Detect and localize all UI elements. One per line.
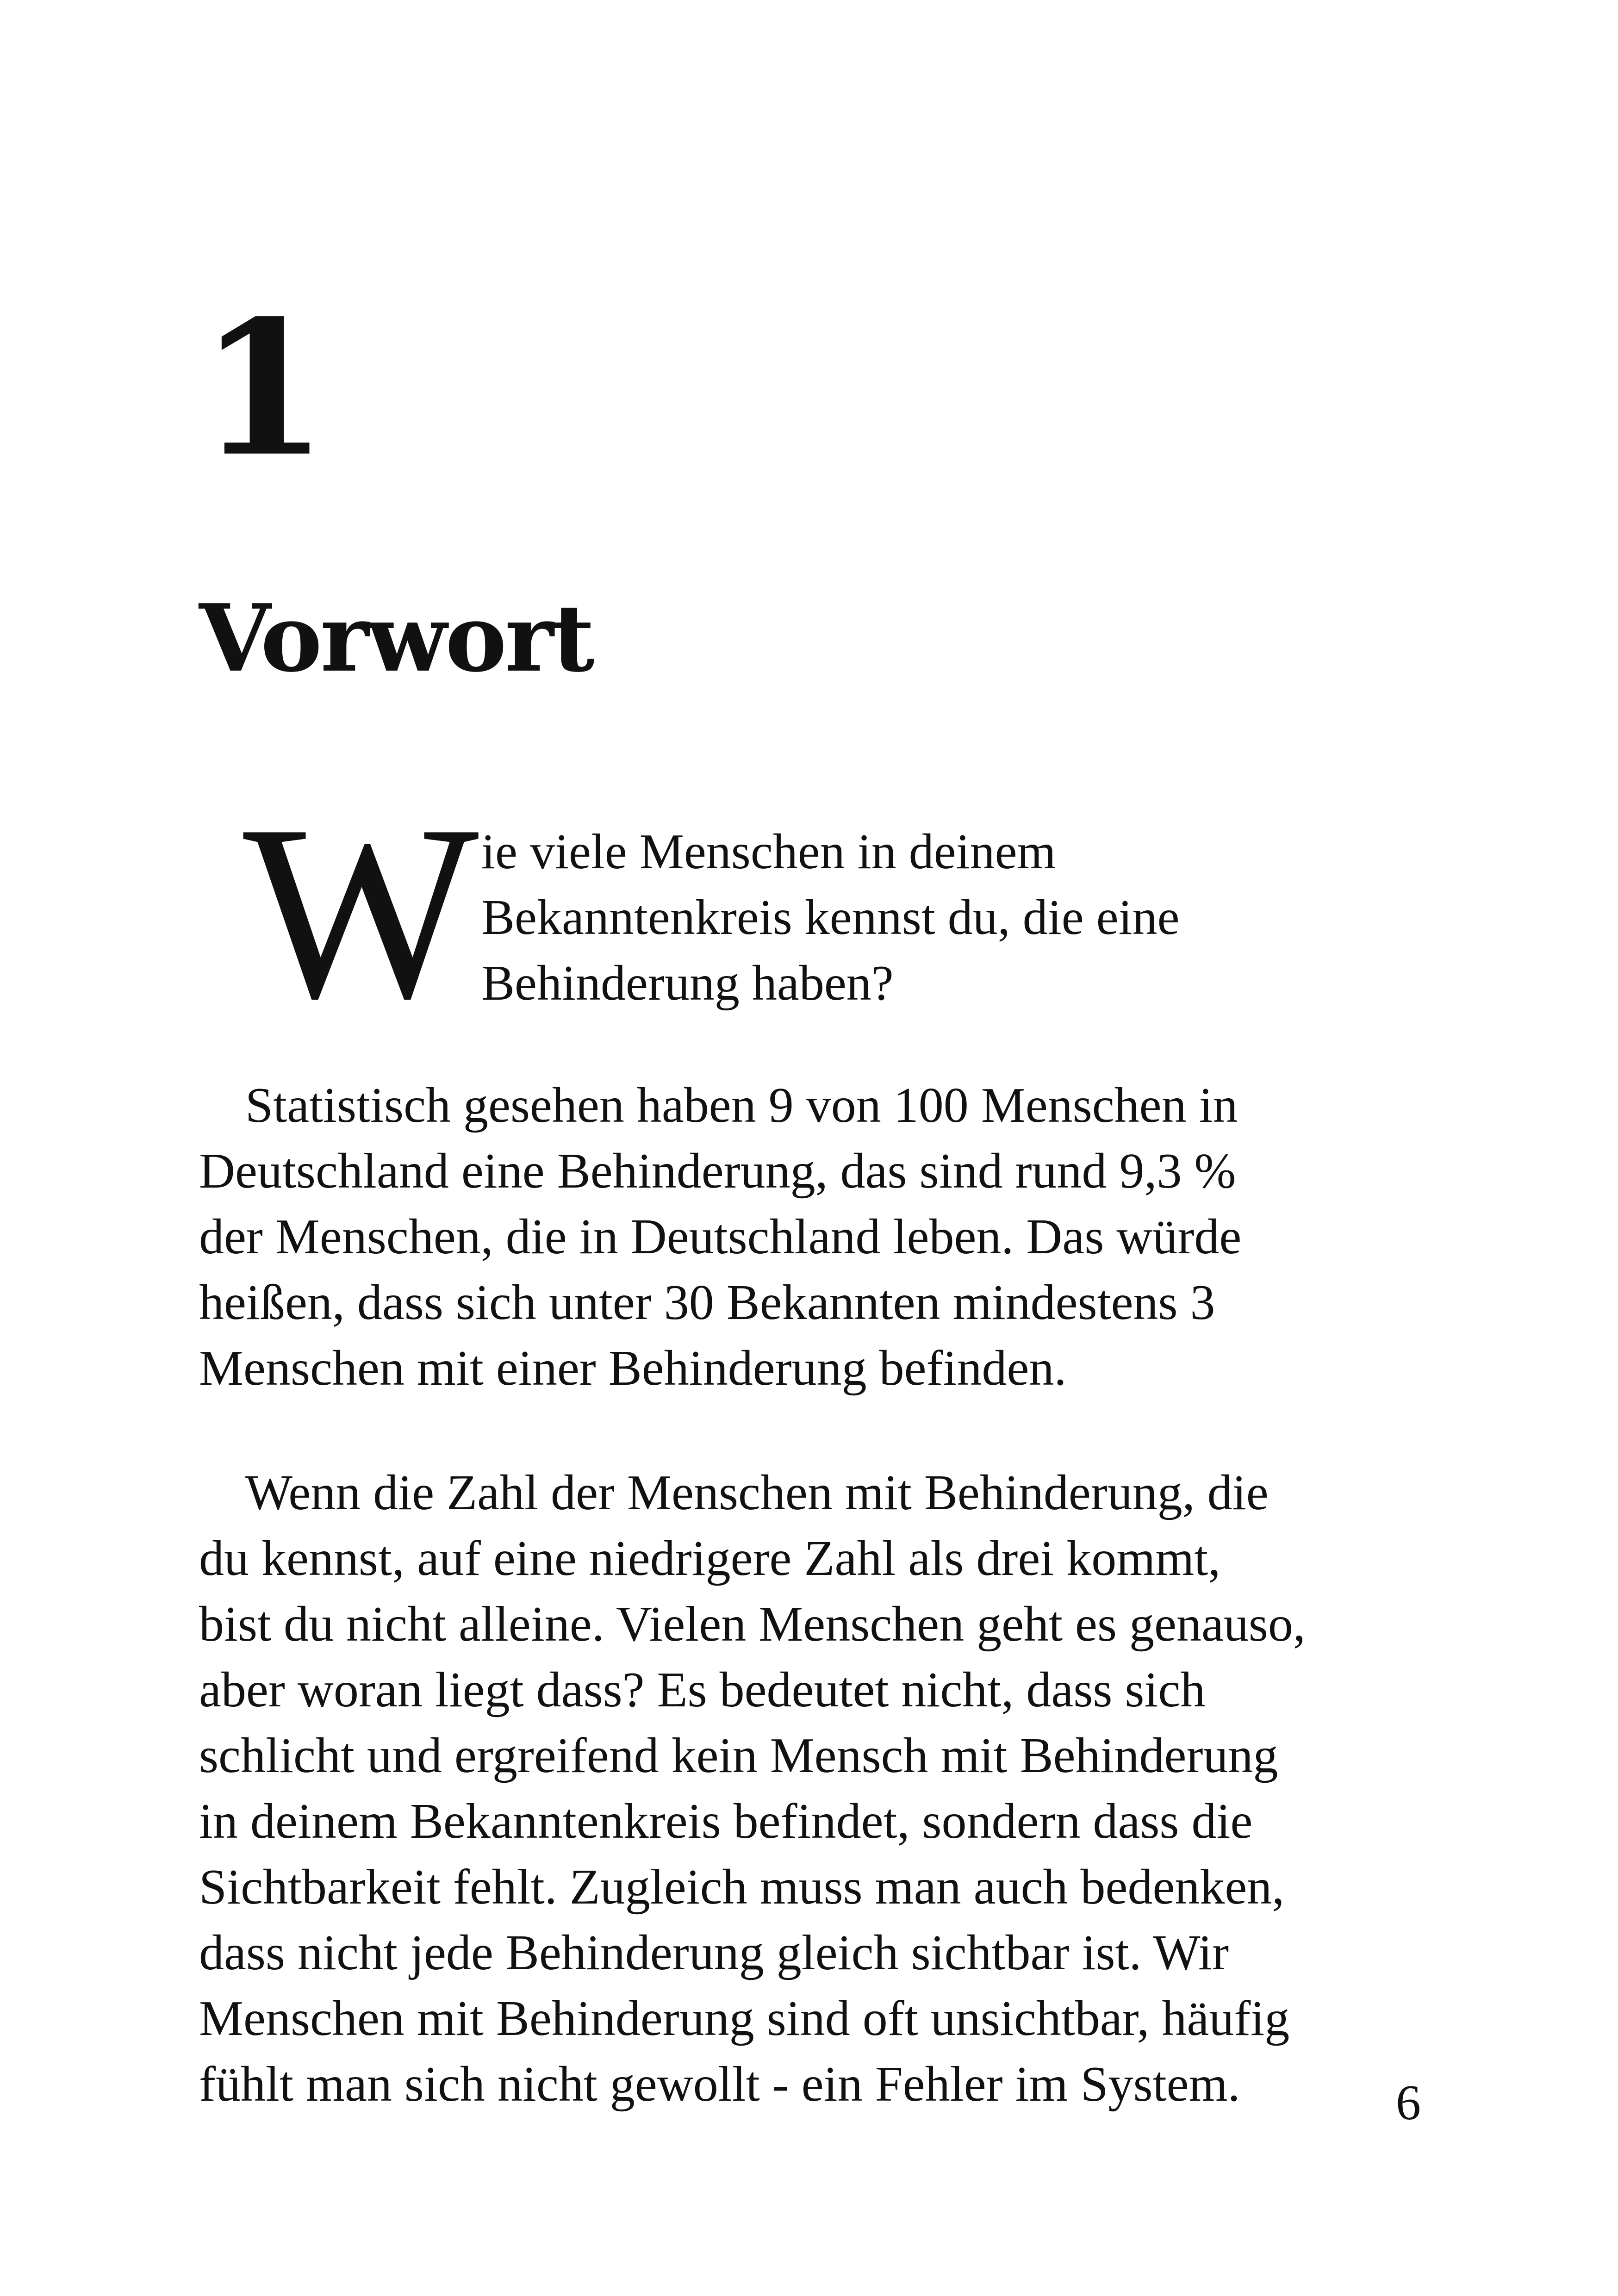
text-line: bist du nicht alleine. Vielen Menschen geht es genauso,: [199, 1597, 1306, 1652]
body-paragraph: [199, 1460, 1449, 2117]
text-line: der Menschen, die in Deutschland leben. Das würde: [199, 1209, 1242, 1264]
text-line: Menschen mit Behinderung sind oft unsichtbar, häufig: [199, 1991, 1290, 2046]
chapter-title: Vorwort: [199, 584, 593, 693]
intro-paragraph: [481, 819, 1361, 1016]
text-line: Menschen mit einer Behinderung befinden.: [199, 1341, 1067, 1396]
text-line: dass nicht jede Behinderung gleich sichtbar ist. Wir: [199, 1925, 1229, 1980]
chapter-number: 1: [199, 280, 324, 498]
text-line: schlicht und ergreifend kein Mensch mit Behinderung: [199, 1728, 1278, 1783]
text-line: aber woran liegt dass? Es bedeutet nicht, dass sich: [199, 1662, 1206, 1717]
text-line: Sichtbarkeit fehlt. Zugleich muss man auch bedenken,: [199, 1860, 1285, 1915]
drop-cap: W: [243, 773, 474, 1050]
page-number: 6: [1396, 2075, 1421, 2130]
body-paragraph: [199, 1073, 1449, 1401]
text-line: heißen, dass sich unter 30 Bekannten mindestens 3: [199, 1275, 1215, 1330]
text-line: fühlt man sich nicht gewollt - ein Fehler im System.: [199, 2057, 1240, 2112]
text-line: Wenn die Zahl der Menschen mit Behinderung, die: [245, 1465, 1269, 1520]
text-line: Bekanntenkreis kennst du, die eine: [481, 890, 1180, 945]
text-line: Statistisch gesehen haben 9 von 100 Menschen in: [245, 1078, 1238, 1133]
text-line: ie viele Menschen in deinem: [481, 824, 1056, 879]
text-line: du kennst, auf eine niedrigere Zahl als drei kommt,: [199, 1531, 1221, 1586]
text-line: Deutschland eine Behinderung, das sind rund 9,3 %: [199, 1144, 1236, 1199]
text-line: Behinderung haben?: [481, 956, 894, 1011]
text-line: in deinem Bekanntenkreis befindet, sondern dass die: [199, 1794, 1253, 1849]
